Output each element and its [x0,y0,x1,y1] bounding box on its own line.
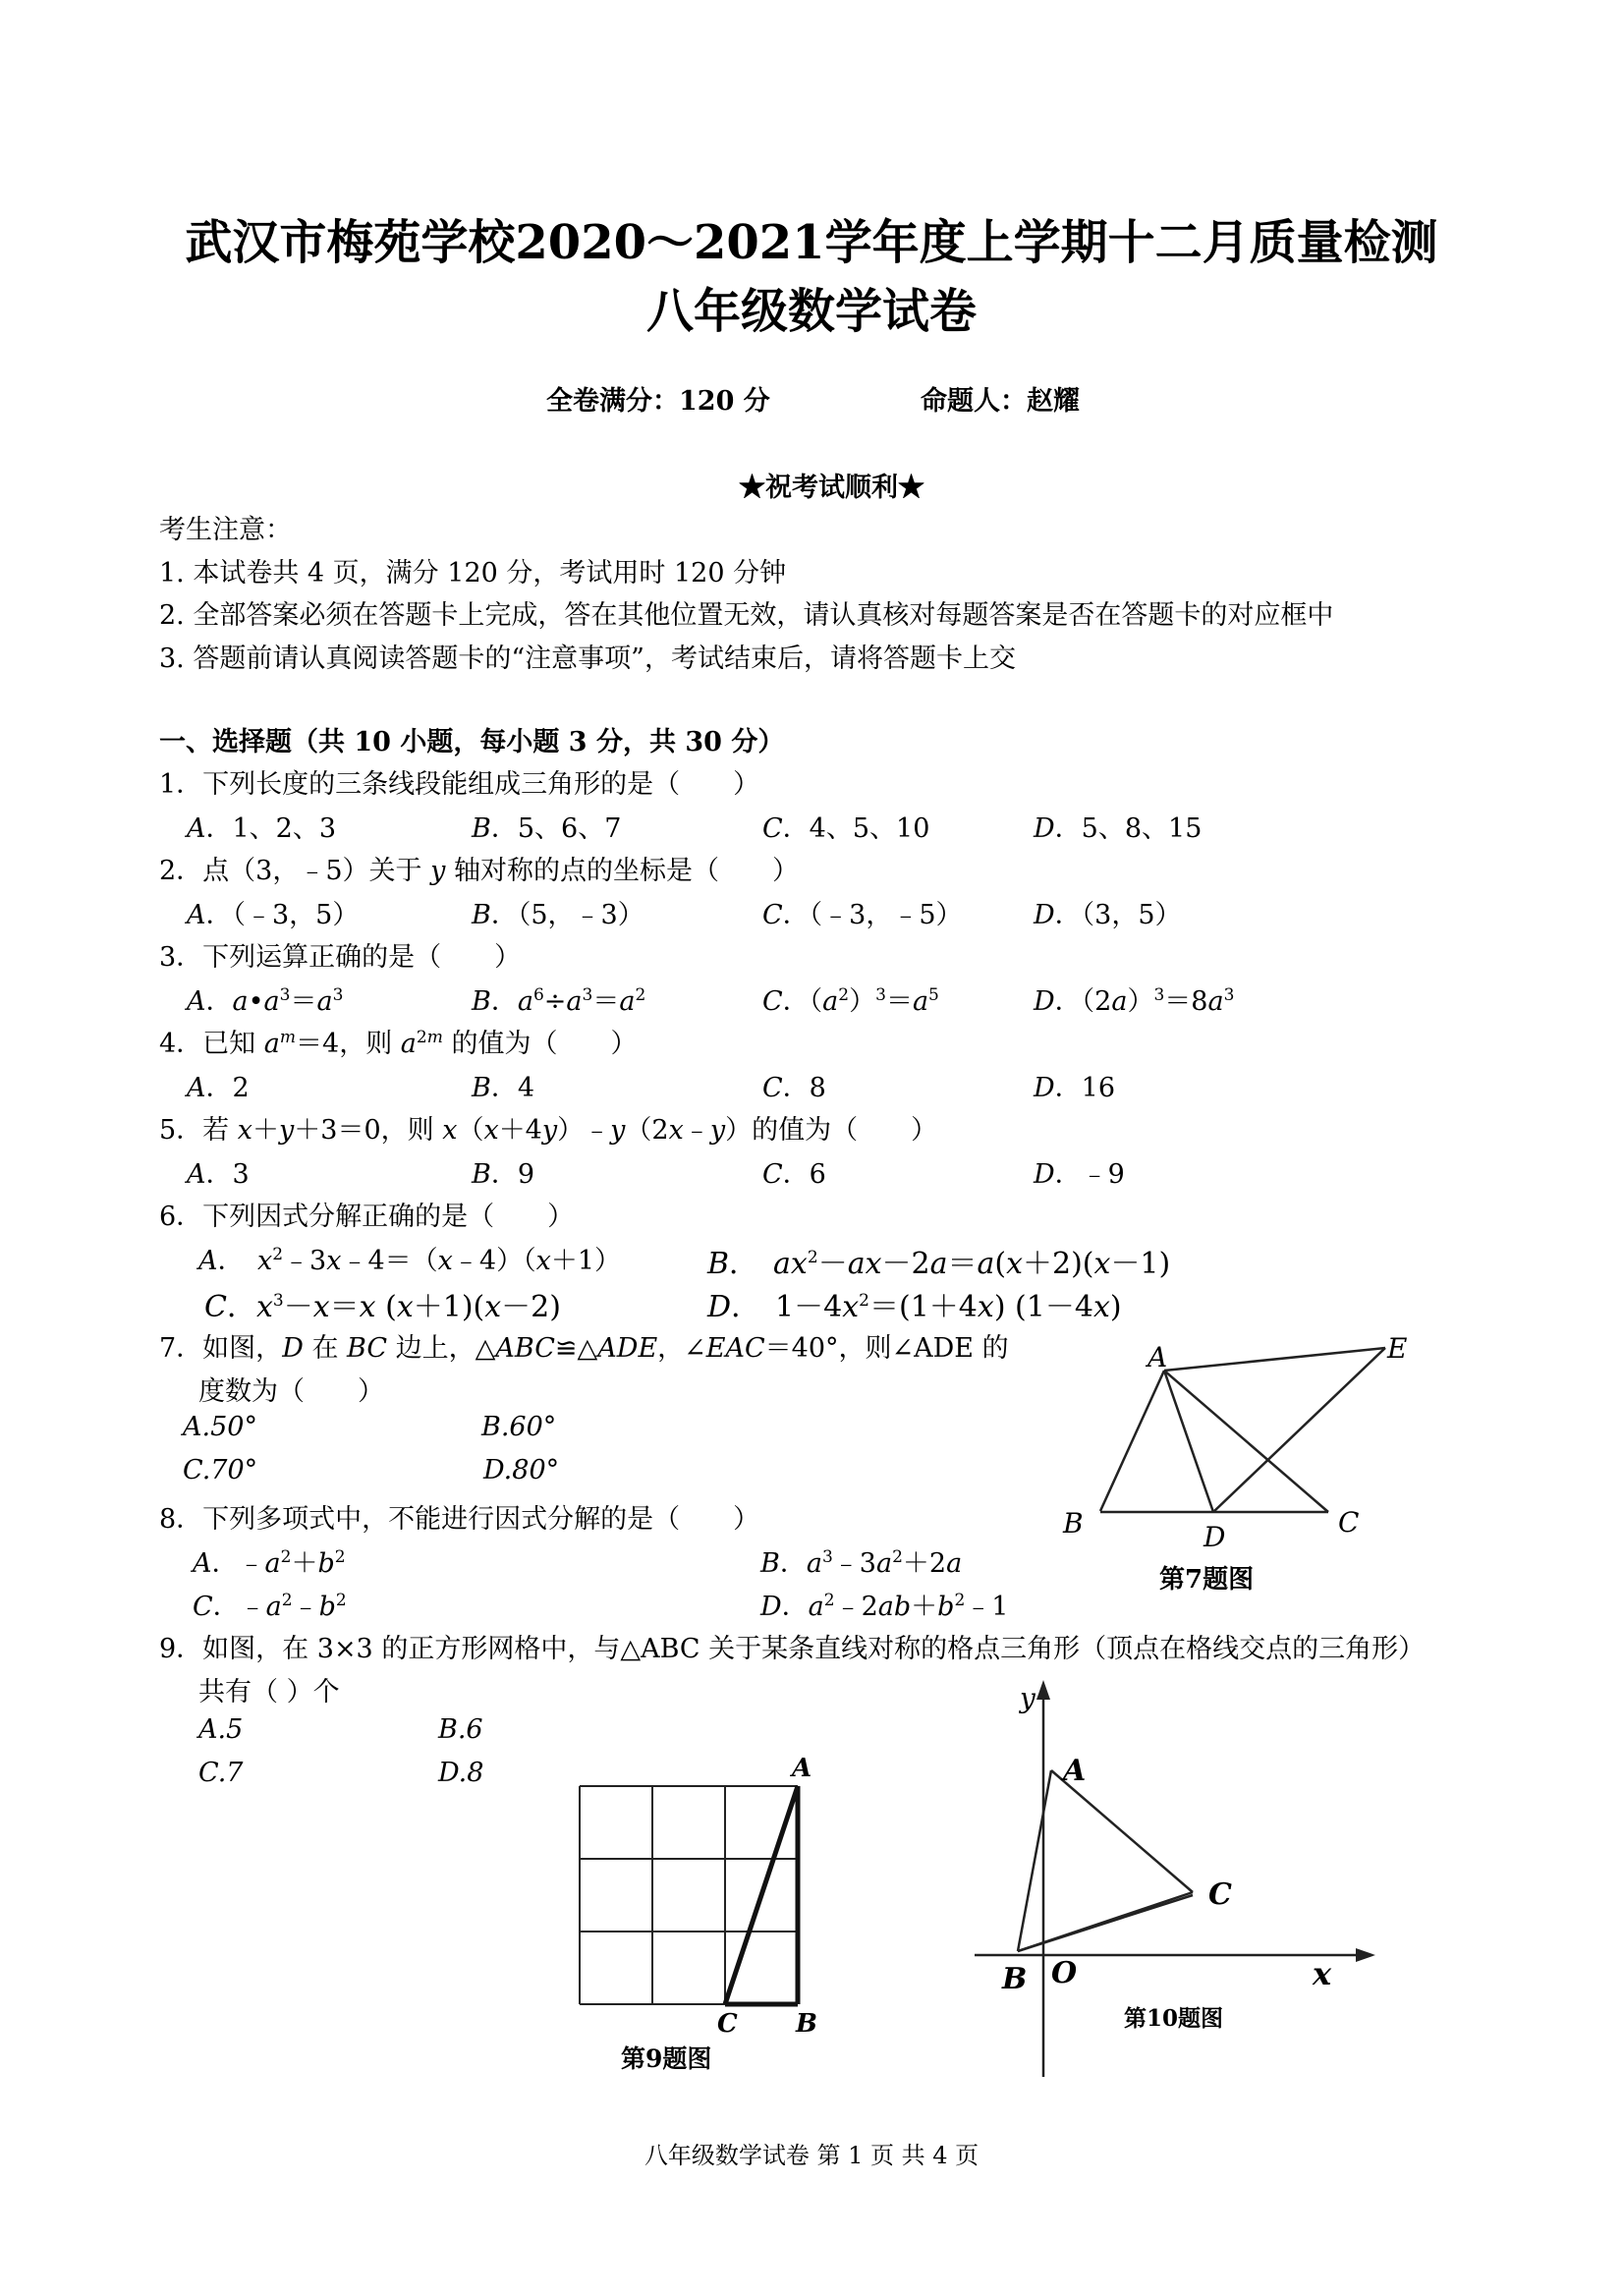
q7-option-a: A.50° [183,1412,257,1442]
q2-option-c: C．（﹣3，﹣5） [762,900,963,930]
q4-option-b: B．4 [472,1073,535,1103]
notice-item-2: 2. 全部答案必须在答题卡上完成，答在其他位置无效，请认真核对每题答案是否在答题卡的对应框中 [159,600,1334,631]
q5-stem: 5．若 x＋y＋3＝0，则 x（x＋4y）﹣y（2x﹣y）的值为（ ） [159,1115,938,1146]
q1-option-a: A．1、2、3 [187,813,337,844]
fig10-label-b: B [1002,1962,1028,1996]
q1-option-d: D．5、8、15 [1034,813,1203,844]
q3-option-b: B．$a^6\div a^3=a^2$ [472,985,646,1017]
q5-option-d: D．﹣9 [1034,1159,1125,1190]
q6-option-c: C．$x^3-x=x$ (x＋1)(x－2) [204,1290,561,1324]
fig7-label-b: B [1063,1507,1084,1540]
q8-option-b: B．$a^3﹣3a^2+2a$ [760,1547,963,1579]
exam-subtitle: 八年级数学试卷 [645,284,977,339]
grid-3x3 [580,1786,798,2004]
q2-stem: 2．点（3，﹣5）关于 y 轴对称的点的坐标是（ ） [159,856,799,886]
fig7-label-d: D [1203,1521,1226,1553]
fig9-label-a: A [792,1754,812,1783]
q9-stem: 9．如图，在 3×3 的正方形网格中，与△ABC 关于某条直线对称的格点三角形（顶点在格线交点的三角形） [159,1634,1426,1664]
q2-option-d: D．（3，5） [1034,900,1182,930]
figure-7 [1041,1324,1425,1609]
fig9-label-b: B [796,2009,817,2039]
q4-option-c: C．8 [762,1073,826,1103]
fig7-caption: 第7题图 [1159,1565,1255,1595]
q7-option-c: C.70° [183,1455,258,1485]
q9-stem-line2: 共有（ ）个 [198,1677,340,1708]
q9-option-d: D.8 [438,1758,484,1788]
q9-option-a: A.5 [198,1714,244,1745]
notice-heading: 考生注意： [159,515,292,545]
q4-option-d: D．16 [1034,1073,1116,1103]
notice-item-1: 1. 本试卷共 4 页，满分 120 分，考试用时 120 分钟 [159,558,787,588]
q4-stem: 4．已知 $a^m=4$，则 $a^{2m}$ 的值为（ ） [159,1028,638,1059]
q8-option-d: D．$a^2﹣2ab+b^2﹣1$ [760,1591,1009,1622]
q9-option-b: B.6 [438,1714,483,1745]
q1-stem: 1．下列长度的三条线段能组成三角形的是（ ） [159,769,760,800]
fig7-label-a: A [1147,1341,1168,1373]
fig10-label-a: A [1063,1754,1087,1788]
fig10-label-o: O [1051,1956,1078,1990]
fig10-label-x: x [1313,1955,1332,1992]
notice-item-3: 3. 答题前请认真阅读答题卡的“注意事项”，考试结束后，请将答题卡上交 [159,644,1016,674]
fig9-label-c: C [717,2009,738,2039]
q9-option-c: C.7 [198,1758,244,1788]
q8-option-c: C．$﹣a^2﹣b^2$ [193,1591,347,1622]
q1-option-b: B．5、6、7 [472,813,622,844]
q3-option-c: C．$(a^2)^3=a^5$ [762,985,939,1017]
q4-option-a: A．2 [187,1073,250,1103]
q5-option-b: B．9 [472,1159,535,1190]
fig10-label-y: y [1020,1682,1035,1714]
q5-option-a: A．3 [187,1159,250,1190]
full-score: 全卷满分：120 分 [546,386,770,417]
q3-option-a: A．$a•a^3=a^3$ [187,985,344,1017]
fig10-caption: 第10题图 [1124,2005,1224,2032]
author: 命题人：赵耀 [921,386,1080,417]
q6-option-d: D． $1-4x^2=(1+4x)$ (1－4x) [707,1290,1122,1324]
q7-option-d: D.80° [483,1455,560,1485]
q6-stem: 6．下列因式分解正确的是（ ） [159,1202,575,1232]
section-heading: 一、选择题（共 10 小题，每小题 3 分，共 30 分） [159,727,785,757]
q3-stem: 3．下列运算正确的是（ ） [159,942,522,973]
wish-banner: ★祝考试顺利★ [739,473,924,503]
q7-option-b: B.60° [481,1412,557,1442]
q7-stem: 7．如图，D 在 BC 边上，△ABC≌△ADE，∠EAC＝40°，则∠ADE 的 [159,1333,1009,1364]
q3-option-d: D．$(2a)^3=8a^3$ [1034,985,1235,1017]
q6-option-b: B． $ax^2-ax-2a=a(x+2)(x-1)$ [707,1247,1171,1281]
x-arrow [1356,1948,1375,1962]
fig7-label-e: E [1387,1332,1408,1365]
triangle-abc [725,1786,798,2004]
q2-option-b: B．（5，﹣3） [472,900,644,930]
figure-9 [562,1745,847,2079]
exam-title: 武汉市梅苑学校2020～2021学年度上学期十二月质量检测 [185,215,1438,270]
figure-10 [971,1676,1383,2089]
q2-option-a: A．（﹣3，5） [187,900,360,930]
fig10-label-c: C [1208,1877,1232,1912]
y-arrow [1036,1680,1050,1700]
q8-stem: 8．下列多项式中，不能进行因式分解的是（ ） [159,1504,760,1535]
q1-option-c: C．4、5、10 [762,813,930,844]
fig7-label-c: C [1338,1506,1360,1539]
fig9-caption: 第9题图 [621,2044,712,2073]
q6-option-a: A． $x^2﹣3x﹣4=(x﹣4)(x+1)$ [198,1245,622,1276]
page-footer: 八年级数学试卷 第 1 页 共 4 页 [644,2142,979,2169]
q8-option-a: A．$﹣a^2+b^2$ [193,1547,346,1579]
q7-stem-line2: 度数为（ ） [198,1376,384,1407]
q5-option-c: C．6 [762,1159,826,1190]
